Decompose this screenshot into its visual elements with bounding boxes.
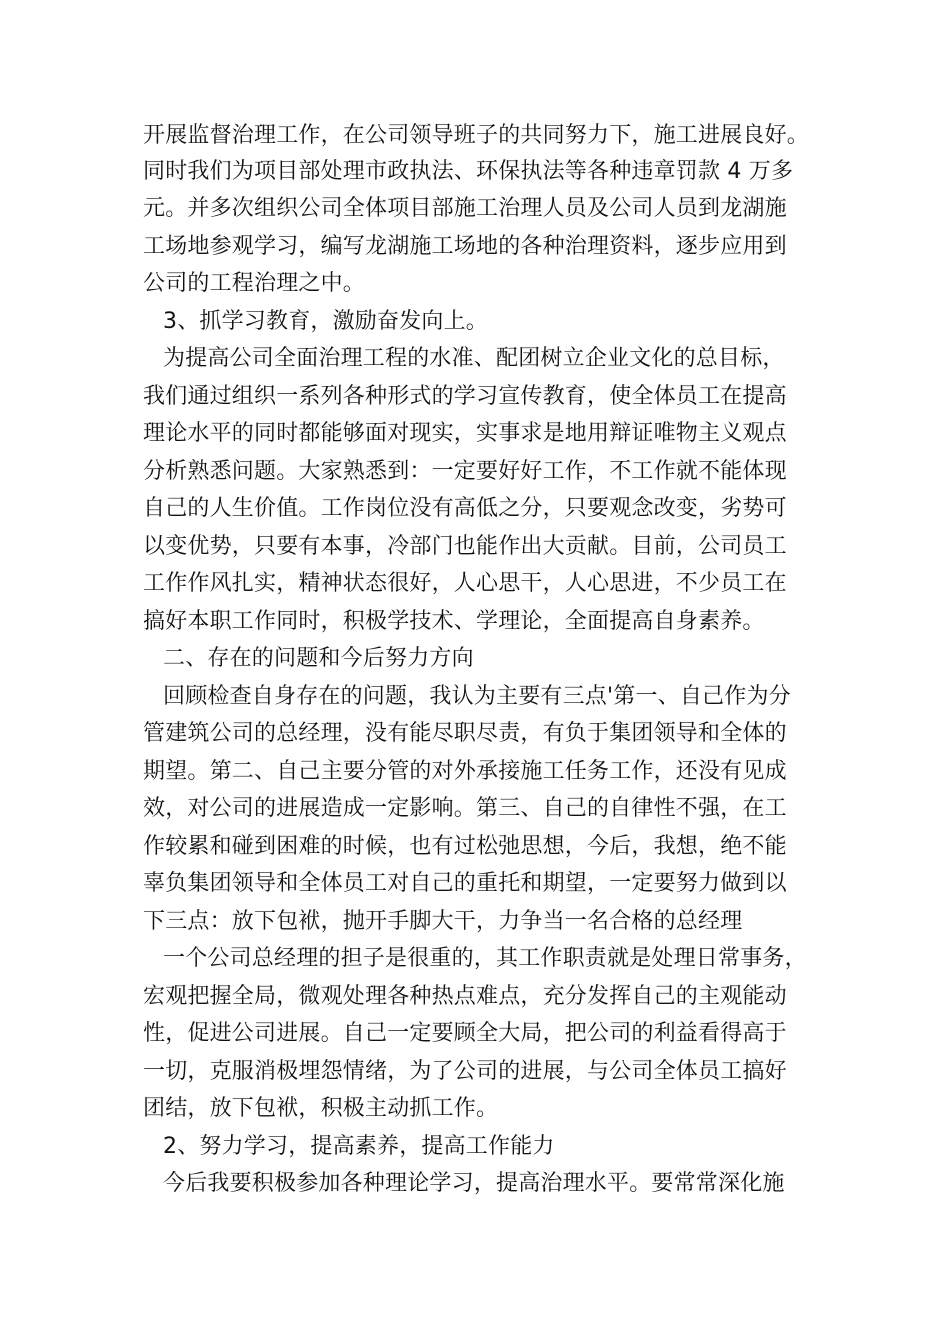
- text-line: 元。并多次组织公司全体项目部施工治理人员及公司人员到龙湖施: [143, 196, 787, 221]
- text-line: 下三点：放下包袱，抛开手脚大干，力争当一名合格的总经理: [143, 909, 743, 934]
- section-heading: 二、存在的问题和今后努力方向: [163, 646, 474, 671]
- text-line: 我们通过组织一系列各种形式的学习宣传教育，使全体员工在提高: [143, 384, 787, 409]
- text-line: 公司的工程治理之中。: [143, 271, 366, 296]
- text-line: 回顾检查自身存在的问题，我认为主要有三点'第一、自己作为分: [163, 684, 791, 709]
- text-line: 一个公司总经理的担子是很重的，其工作职责就是处理日常事务，: [163, 946, 807, 971]
- text-line: 自己的人生价值。工作岗位没有高低之分，只要观念改变，劣势可: [143, 496, 787, 521]
- text-line: 以变优势，只要有本事，冷部门也能作出大贡献。目前，公司员工: [143, 534, 787, 559]
- text-line: 工作作风扎实，精神状态很好，人心思干，人心思进，不少员工在: [143, 571, 787, 596]
- text-line: 同时我们为项目部处理市政执法、环保执法等各种违章罚款 4 万多: [143, 159, 794, 184]
- text-line: 团结，放下包袱，积极主动抓工作。: [143, 1096, 499, 1121]
- text-line: 性，促进公司进展。自己一定要顾全大局，把公司的利益看得高于: [143, 1021, 787, 1046]
- text-line: 效，对公司的进展造成一定影响。第三、自己的自律性不强，在工: [143, 796, 787, 821]
- text-line: 一切，克服消极埋怨情绪，为了公司的进展，与公司全体员工搞好: [143, 1059, 787, 1084]
- text-line: 为提高公司全面治理工程的水准、配团树立企业文化的总目标，: [163, 346, 785, 371]
- text-line: 期望。第二、自己主要分管的对外承接施工任务工作，还没有见成: [143, 759, 787, 784]
- text-line: 管建筑公司的总经理，没有能尽职尽责，有负于集团领导和全体的: [143, 721, 787, 746]
- text-line: 理论水平的同时都能够面对现实，实事求是地用辩证唯物主义观点: [143, 421, 787, 446]
- text-line: 宏观把握全局，微观处理各种热点难点，充分发挥自己的主观能动: [143, 984, 787, 1009]
- text-line: 工场地参观学习，编写龙湖施工场地的各种治理资料，逐步应用到: [143, 234, 787, 259]
- section-heading: 3、抓学习教育，激励奋发向上。: [163, 309, 488, 334]
- text-line: 搞好本职工作同时，积极学技术、学理论，全面提高自身素养。: [143, 609, 765, 634]
- section-heading: 2、努力学习，提高素养，提高工作能力: [163, 1134, 555, 1159]
- text-line: 今后我要积极参加各种理论学习，提高治理水平。要常常深化施: [163, 1171, 785, 1196]
- text-line: 分析熟悉问题。大家熟悉到：一定要好好工作，不工作就不能体现: [143, 459, 787, 484]
- text-line: 辜负集团领导和全体员工对自己的重托和期望，一定要努力做到以: [143, 871, 787, 896]
- text-line: 开展监督治理工作，在公司领导班子的共同努力下，施工进展良好。: [143, 123, 810, 148]
- text-line: 作较累和碰到困难的时候，也有过松弛思想，今后，我想，绝不能: [143, 834, 787, 859]
